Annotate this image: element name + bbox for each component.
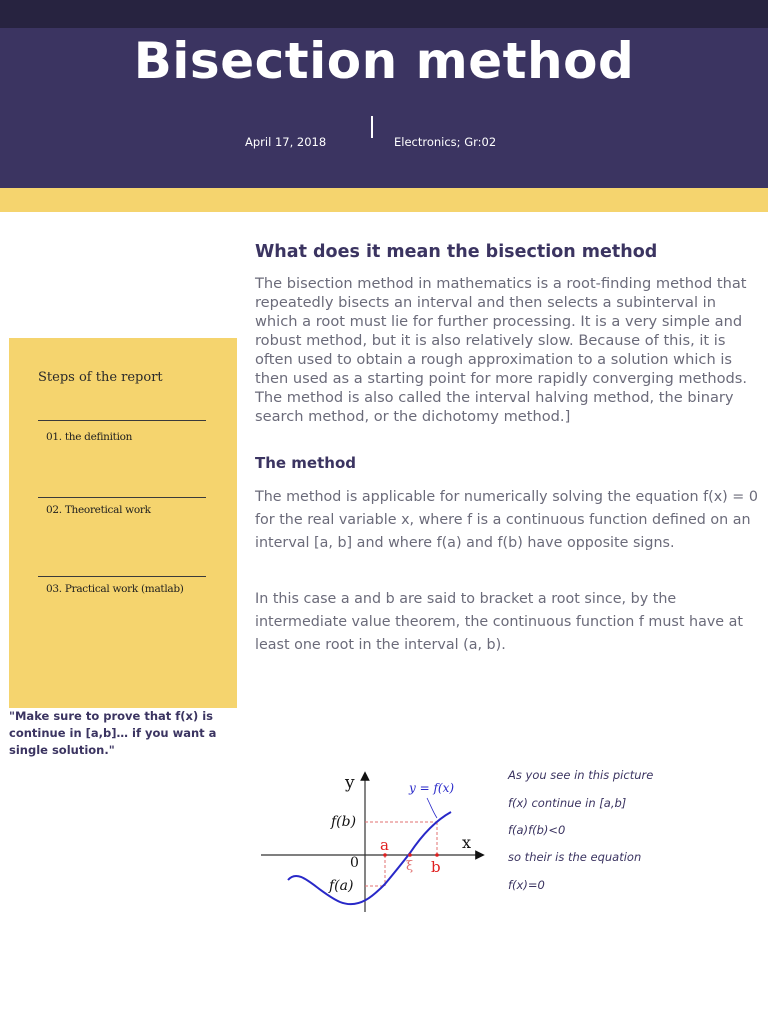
sidebar-divider (38, 420, 206, 421)
curve-label-pointer (427, 798, 437, 818)
intro-paragraph: The bisection method in mathematics is a root-finding method that repeatedly bisects an interval and then selects a subinterval in which a root must lie for further processing. It is a very simple and robust method, but it is also relatively slow. Because of this, it is often used to obtain a rough approximation to a solution which is then used as a starting point for more rapidly converging methods. The method is also called the interval halving method, the binary search method, or the dichotomy method.] (255, 275, 748, 425)
sidebar-item-theoretical: 02. Theoretical work (46, 504, 151, 516)
x-axis-label: x (462, 833, 472, 852)
root-marker (408, 853, 412, 857)
curve-label: y = f(x) (409, 781, 455, 795)
figure-caption-line: f(x) continue in [a,b] (508, 796, 627, 810)
top-bar (0, 0, 768, 28)
method-paragraph-1: The method is applicable for numerically solving the equation f(x) = 0 for the real variable x, where f is a continuous function defined on an interval [a, b] and where f(a) and f(b) have opposite signs. (255, 489, 758, 551)
bisection-diagram (255, 762, 495, 912)
accent-band (0, 188, 768, 212)
b-label: b (431, 858, 441, 876)
xi-label: ξ (406, 859, 414, 874)
fa-label: f(a) (329, 878, 354, 894)
sidebar-heading: Steps of the report (38, 370, 163, 385)
sidebar-panel (9, 338, 237, 708)
method-paragraph-2: In this case a and b are said to bracket a root since, by the intermediate value theorem, the continuous function f must have at least one root in the interval (a, b). (255, 591, 743, 653)
method-heading: The method (255, 454, 357, 472)
figure-caption-line: f(x)=0 (508, 878, 545, 892)
section-heading: What does it mean the bisection method (255, 242, 658, 262)
sidebar-divider (38, 576, 206, 577)
report-date: April 17, 2018 (245, 135, 327, 149)
a-label: a (380, 836, 389, 854)
figure-caption-line: f(a)f(b)<0 (508, 823, 566, 837)
header-divider (371, 116, 373, 138)
sidebar-item-definition: 01. the definition (46, 431, 133, 443)
sidebar-item-practical: 03. Practical work (matlab) (46, 583, 184, 595)
sidebar-divider (38, 497, 206, 498)
fb-label: f(b) (331, 814, 357, 830)
report-group: Electronics; Gr:02 (394, 135, 497, 149)
figure-caption-line: As you see in this picture (508, 768, 654, 782)
page-title: Bisection method (133, 32, 635, 90)
origin-label: 0 (350, 855, 359, 871)
figure-caption-line: so their is the equation (508, 850, 642, 864)
y-axis-label: y (345, 773, 355, 793)
pull-quote: "Make sure to prove that f(x) is continue in [a,b]… if you want a single solution." (9, 709, 217, 757)
function-curve (288, 812, 451, 904)
point-b-marker (435, 853, 439, 857)
